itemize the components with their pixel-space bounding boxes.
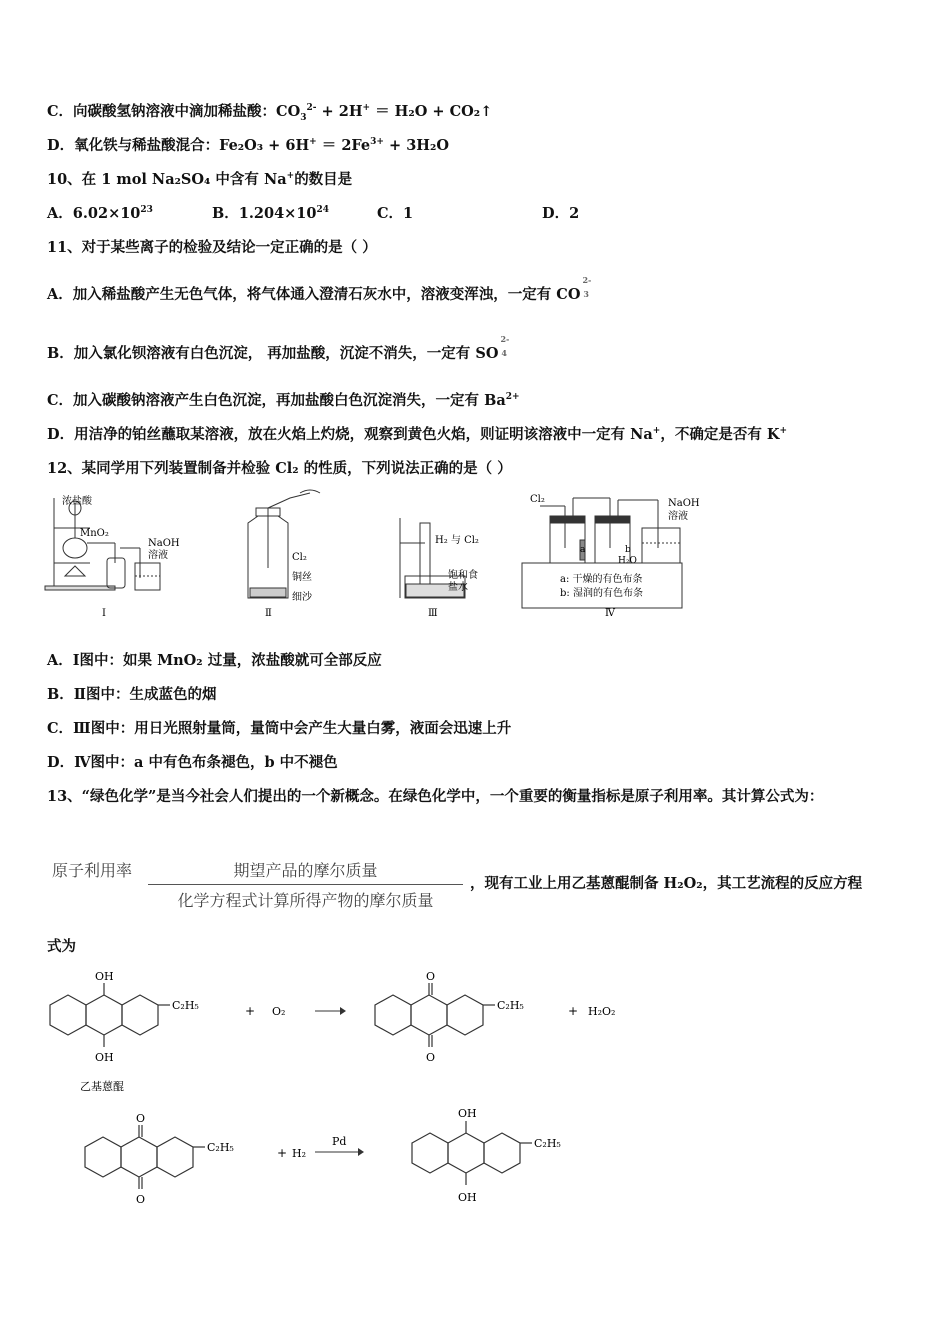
fig2-cu-label: 铜丝 <box>292 572 312 583</box>
fig3-gas-label: H₂ 与 Cl₂ <box>435 535 479 546</box>
fig4-b-label: b <box>625 545 631 555</box>
fig4-water-label: H₂O <box>618 556 637 566</box>
rxn1-product-structure <box>375 983 495 1047</box>
fig1-naoh-label2: 溶液 <box>148 550 168 561</box>
rxn1-h2o2: H₂O₂ <box>588 1005 616 1018</box>
fig2-cl2-label: Cl₂ <box>292 552 307 563</box>
q12-stem: 12、某同学用下列装置制备并检验 Cl₂ 的性质，下列说法正确的是（ ） <box>47 460 512 477</box>
formula-left: 原子利用率 <box>52 861 133 880</box>
q10-option-b: B．$1.204\times 10^{24}$ <box>212 205 330 222</box>
rxn2-product-structure <box>412 1121 532 1185</box>
fig4-a-label: a <box>580 545 586 555</box>
formula-numerator: 期望产品的摩尔质量 <box>233 861 378 880</box>
q10-option-c: C．1 <box>377 205 414 222</box>
fig3-salt-label: 饱和食 <box>448 570 478 581</box>
fig2-sand-label: 细沙 <box>292 592 312 603</box>
q10-option-a: A．$6.02\times 10^{23}$ <box>47 205 153 222</box>
rxn2-reactant-structure <box>85 1125 205 1189</box>
rxn1-name: 乙基蒽醌 <box>80 1080 124 1093</box>
q9-option-c: C．向碳酸氢钠溶液中滴加稀盐酸：$CO_3^{2-} + 2H^+ = H_2O$ + CO₂↑ <box>47 103 493 123</box>
rxn1-plus2: + <box>568 1004 579 1018</box>
rxn1-reactant-structure <box>50 983 170 1047</box>
fig1-numeral: Ⅰ <box>102 608 106 619</box>
q13-stem: 13、“绿色化学”是当今社会人们提出的一个新概念。在绿色化学中，一个重要的衡量指标是原子利用率。其计算公式为： <box>47 788 824 805</box>
q10-option-d: D．2 <box>542 205 580 222</box>
rxn1-o2: O₂ <box>272 1005 286 1018</box>
fig3-numeral: Ⅲ <box>428 608 438 619</box>
figure-1 <box>45 498 160 590</box>
q11-option-a: A．加入稀盐酸产生无色气体，将气体通入澄清石灰水中，溶液变浑浊，一定有 $CO^{2-}3$ <box>47 275 592 303</box>
q11-option-c: C．加入碳酸钠溶液产生白色沉淀，再加盐酸白色沉淀消失，一定有 $Ba^{2+}$ <box>47 392 520 409</box>
q11-option-d: D．用洁净的铂丝蘸取某溶液，放在火焰上灼烧，观察到黄色火焰，则证明该溶液中一定有 Na+，不确定是否有 K+ <box>47 426 788 443</box>
rxn2-catalyst: Pd <box>332 1135 347 1148</box>
fig4-naoh-label2: 溶液 <box>668 511 688 522</box>
fig1-mno2-label: MnO₂ <box>80 528 109 539</box>
fraction-bar <box>148 884 463 885</box>
q12-option-c: C．Ⅲ图中：用日光照射量筒，量筒中会产生大量白雾，液面会迅速上升 <box>47 720 512 737</box>
q11-stem: 11、对于某些离子的检验及结论一定正确的是（ ） <box>47 239 377 256</box>
rxn1-o-top: O <box>426 970 436 983</box>
rxn2-ethyl2: C₂H₅ <box>534 1137 561 1150</box>
rxn1-oh-bottom: OH <box>95 1051 114 1064</box>
q10-stem: 10、在 1 mol Na₂SO₄ 中含有 Na+的数目是 <box>47 171 353 188</box>
reaction-schemes <box>40 965 660 1215</box>
fig4-note-b: b: 湿润的有色布条 <box>560 588 643 599</box>
rxn2-o-top: O <box>136 1112 146 1125</box>
q13-after-formula: ，现有工业上用乙基蒽醌制备 H₂O₂，其工艺流程的反应方程 <box>470 875 863 892</box>
rxn1-oh-top: OH <box>95 970 114 983</box>
rxn2-plus: + <box>277 1146 288 1160</box>
fig4-note-a: a: 干燥的有色布条 <box>560 574 643 585</box>
q12-apparatus-figures <box>40 488 720 623</box>
q12-option-a: A．Ⅰ图中：如果 MnO₂ 过量，浓盐酸就可全部反应 <box>47 652 382 669</box>
q9-option-d: D．氧化铁与稀盐酸混合：$Fe_2O_3 + 6H^+ = 2Fe^{3+} + 3H_2O$ <box>47 137 449 154</box>
fig3-salt-label2: 盐水 <box>448 582 468 593</box>
q10-options <box>47 204 579 224</box>
rxn1-o-bottom: O <box>426 1051 436 1064</box>
formula-denominator: 化学方程式计算所得产物的摩尔质量 <box>177 891 434 910</box>
rxn2-h2: H₂ <box>292 1147 307 1160</box>
q11-option-b: B．加入氯化钡溶液有白色沉淀， 再加盐酸，沉淀不消失，一定有 $SO^{2-}4$ <box>47 334 510 362</box>
rxn1-ethyl2: C₂H₅ <box>497 999 524 1012</box>
fig1-naoh-label: NaOH <box>148 538 180 549</box>
rxn1-plus1: + <box>245 1004 256 1018</box>
fig2-numeral: Ⅱ <box>265 608 272 619</box>
rxn2-ethyl: C₂H₅ <box>207 1141 234 1154</box>
fig1-acid-label: 浓盐酸 <box>62 496 92 507</box>
rxn1-ethyl: C₂H₅ <box>172 999 199 1012</box>
q13-cont: 式为 <box>47 938 76 955</box>
fig4-numeral: Ⅳ <box>605 608 615 619</box>
rxn2-o-bottom: O <box>136 1193 146 1206</box>
rxn2-arrowhead <box>358 1148 364 1156</box>
rxn2-oh-top: OH <box>458 1107 477 1120</box>
fig4-cl2-label: Cl₂ <box>530 494 545 505</box>
rxn1-arrowhead <box>340 1007 346 1015</box>
fig4-naoh-label: NaOH <box>668 498 700 509</box>
q12-option-b: B．Ⅱ图中：生成蓝色的烟 <box>47 686 217 703</box>
formula-fraction <box>148 858 463 911</box>
rxn2-oh-bottom: OH <box>458 1191 477 1204</box>
q12-option-d: D．Ⅳ图中：a 中有色布条褪色，b 中不褪色 <box>47 754 338 771</box>
